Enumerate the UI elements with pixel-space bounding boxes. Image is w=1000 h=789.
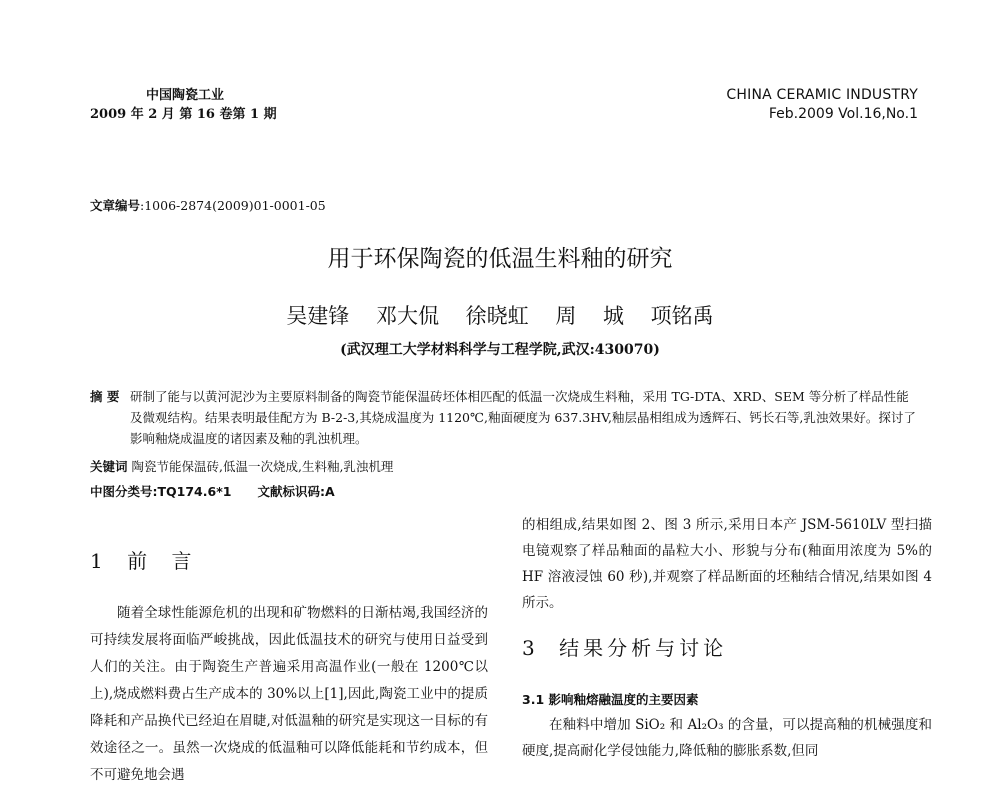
left-column — [90, 600, 488, 789]
section-1-heading: 1 前 言 — [90, 549, 196, 573]
abstract-label: 摘 要 — [90, 389, 120, 404]
right-column-bottom — [522, 712, 932, 764]
section-3-1-paragraph: 在釉料中增加 SiO₂ 和 Al₂O₃ 的含量，可以提高釉的机械强度和硬度,提高耐化学侵蚀能力,降低釉的膨胀系数,但同 — [522, 717, 932, 759]
paper-title: 用于环保陶瓷的低温生料釉的研究 — [327, 246, 673, 272]
journal-header-right — [726, 86, 918, 124]
right-column-continuation: 的相组成,结果如图 2、图 3 所示,采用日本产 JSM-5610LV 型扫描电镜观察了样品釉面的晶粒大小、形貌与分布(釉面用浓度为 5%的 HF 溶液浸蚀 60 秒),并观察了样品断面的坯釉结合情况,结果如图 4 所示。 — [522, 517, 932, 611]
keywords-text: 陶瓷节能保温砖,低温一次烧成,生料釉,乳浊机理 — [131, 459, 394, 474]
affiliation: (武汉理工大学材料科学与工程学院,武汉:430070) — [340, 342, 660, 358]
keywords-label: 关键词 — [90, 459, 128, 474]
article-number — [90, 196, 326, 214]
section-3-heading: 3 结果分析与讨论 — [522, 636, 728, 660]
doc-code-value: :A — [319, 484, 335, 499]
clc-value: :TQ174.6*1 — [152, 484, 232, 499]
issue-info-en: Feb.2009 Vol.16,No.1 — [768, 106, 918, 122]
keywords — [90, 457, 393, 475]
doc-code-label: 文献标识码 — [257, 484, 320, 499]
abstract — [90, 386, 920, 446]
journal-name-cn: 中国陶瓷工业 — [146, 88, 225, 103]
classification — [90, 482, 335, 500]
article-number-value: :1006-2874(2009)01-0001-05 — [140, 198, 326, 213]
issue-info-cn: 2009 年 2 月 第 16 卷第 1 期 — [90, 107, 277, 122]
clc-label: 中图分类号 — [90, 484, 153, 499]
section-3-1-heading: 3.1 影响釉熔融温度的主要因素 — [522, 692, 699, 707]
journal-header-left — [90, 86, 277, 124]
journal-name-en: CHINA CERAMIC INDUSTRY — [726, 87, 918, 103]
article-number-label: 文章编号 — [90, 198, 141, 213]
section-1-paragraph: 随着全球性能源危机的出现和矿物燃料的日渐枯竭,我国经济的可持续发展将面临严峻挑战，因此低温技术的研究与使用日益受到人们的关注。由于陶瓷生产普遍采用高温作业(一般在 1200℃以上),烧成燃料费占生产成本的 30%以上[1],因此,陶瓷工业中的提质降耗和产品换代已经迫在眉睫,对低温釉的研究是实现这一目标的有效途径之一。虽然一次烧成的低温釉可以降低能耗和节约成本，但不可避免地会遇 — [90, 605, 488, 783]
authors: 吴建锋 邓大侃 徐晓虹 周 城 项铭禹 — [286, 304, 714, 328]
abstract-text: 研制了能与以黄河泥沙为主要原料制备的陶瓷节能保温砖坯体相匹配的低温一次烧成生料釉，采用 TG-DTA、XRD、SEM 等分析了样品性能及微观结构。结果表明最佳配方为 B-2-3,其烧成温度为 1120℃,釉面硬度为 637.3HV,釉层晶相组成为透辉石、钙长石等,乳浊效果好。探讨了影响釉烧成温度的诸因素及釉的乳浊机理。 — [130, 389, 916, 446]
